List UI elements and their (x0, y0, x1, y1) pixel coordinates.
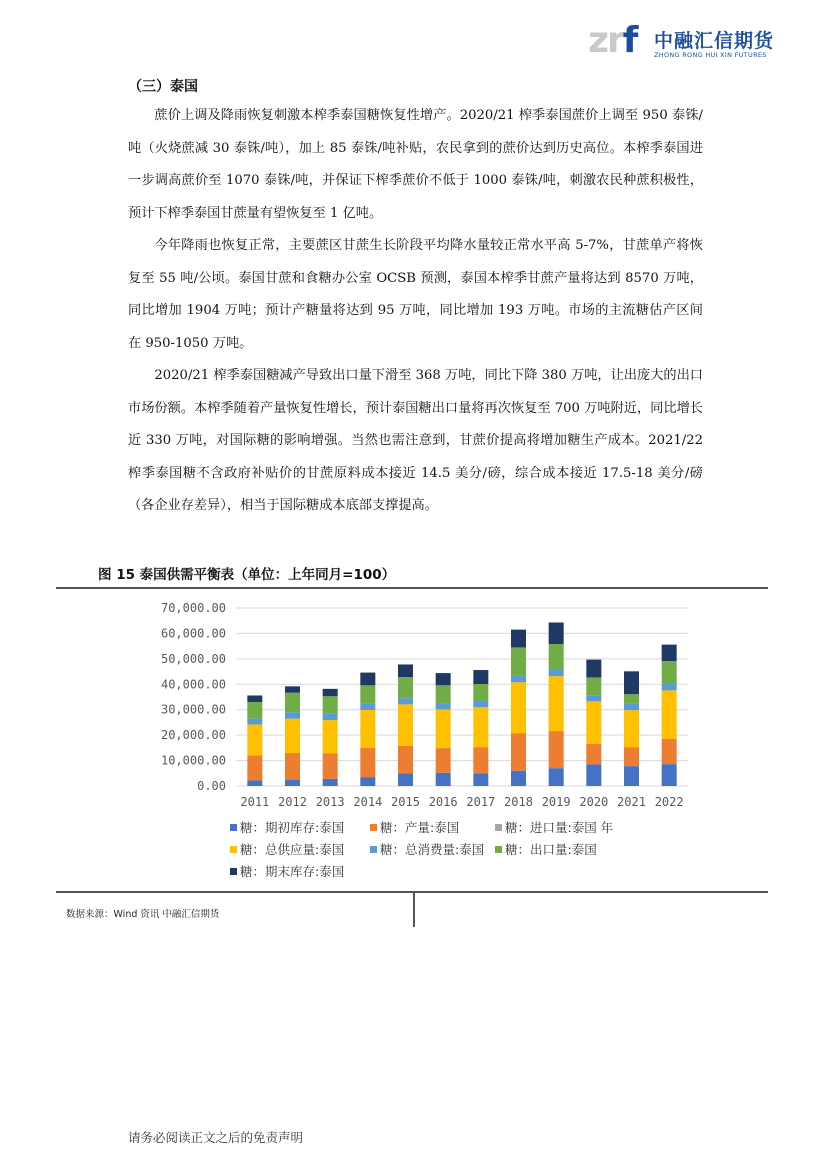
bar-segment (549, 670, 564, 677)
x-tick-label: 2014 (353, 795, 383, 809)
x-tick-label: 2015 (391, 795, 420, 809)
disclaimer-footer: 请务必阅读正文之后的免责声明 (128, 1130, 304, 1145)
paragraph-3: 2020/21 榨季泰国糖减产导致出口量下滑至 368 万吨，同比下降 380 万吨，让出庞大的出口市场份额。本榨季随着产量恢复性增长，预计泰国糖出口量将再次恢复至 700 万吨附近，同比增长近 330 万吨，对国际糖的影响增强。当然也需注意到，甘蔗价提高将增加糖生产成本。2021/22 榨季泰国糖不含政府补贴价的甘蔗原料成本接近 14.5 美分/磅，综合成本接近 17.5-18 美分/磅（各企业存差异），相当于国际糖成本底部支撑提高。 (128, 368, 703, 513)
bar-segment (662, 684, 677, 690)
logo-mark: zrf (588, 20, 637, 61)
y-tick-label: 70,000.00 (160, 601, 226, 615)
bar-segment (247, 755, 262, 780)
bar-segment (285, 753, 300, 780)
bar-segment (511, 675, 526, 682)
bar-segment (549, 622, 564, 644)
bar-segment (436, 685, 451, 703)
legend-swatch (495, 846, 502, 853)
x-tick-label: 2020 (579, 795, 609, 809)
bar-segment (662, 645, 677, 662)
y-tick-label: 10,000.00 (160, 753, 226, 768)
bar-segment (511, 682, 526, 733)
data-source: 数据来源：Wind 资讯 中融汇信期货 (66, 909, 220, 920)
bar-segment (436, 709, 451, 748)
figure-bottom-rule (56, 891, 768, 893)
bar-segment (511, 647, 526, 675)
legend-item (230, 840, 344, 858)
bar-segment (511, 630, 526, 648)
figure-title: 图 15 泰国供需平衡表（单位：上年同月=100） (98, 567, 396, 583)
legend-label: 糖：总供应量:泰国 (240, 842, 345, 857)
bar-segment (473, 707, 488, 747)
bar-segment (398, 677, 413, 698)
bar-segment (323, 753, 338, 778)
x-tick-label: 2013 (315, 795, 345, 809)
stacked-bar-chart (140, 596, 700, 816)
bar-segment (473, 701, 488, 708)
bar-segment (247, 724, 262, 755)
bar-segment (323, 714, 338, 720)
bar-segment (549, 731, 564, 768)
legend-swatch (495, 824, 502, 831)
company-logo (588, 22, 778, 64)
bar-segment (473, 773, 488, 786)
bar-segment (473, 684, 488, 701)
bar-segment (662, 661, 677, 684)
bar-segment (586, 677, 601, 695)
bar-segment (398, 704, 413, 745)
bar-segment (323, 779, 338, 786)
y-tick-label: 0.00 (197, 779, 226, 793)
bar-segment (473, 670, 488, 684)
bar-segment (323, 696, 338, 714)
y-tick-label: 50,000.00 (160, 651, 226, 666)
bar-segment (586, 764, 601, 786)
bar-segment (360, 710, 375, 748)
x-tick-label: 2018 (504, 795, 533, 809)
legend-item (370, 818, 459, 836)
bar-segment (511, 771, 526, 786)
legend-item (230, 862, 344, 880)
bar-segment (436, 773, 451, 786)
bar-segment (473, 747, 488, 773)
legend-item (495, 818, 613, 836)
bar-segment (360, 685, 375, 703)
bar-segment (285, 686, 300, 692)
bar-segment (398, 746, 413, 773)
bar-segment (586, 701, 601, 744)
bar-segment (360, 703, 375, 710)
bar-segment (323, 720, 338, 753)
x-tick-label: 2011 (240, 795, 270, 809)
bar-segment (624, 710, 639, 747)
bar-segment (285, 712, 300, 718)
legend-swatch (370, 824, 377, 831)
bar-segment (247, 702, 262, 719)
legend-item (230, 818, 344, 836)
legend-label: 糖：总消费量:泰国 (380, 842, 485, 857)
legend-label: 糖：期末库存:泰国 (240, 864, 345, 879)
bar-segment (511, 733, 526, 771)
bar-segment (624, 704, 639, 711)
bar-segment (398, 698, 413, 704)
bar-segment (285, 693, 300, 713)
legend-label: 糖：产量:泰国 (380, 820, 460, 835)
bar-segment (247, 780, 262, 786)
bar-segment (360, 748, 375, 777)
legend-label: 糖：出口量:泰国 (505, 842, 597, 857)
paragraph-2: 今年降雨也恢复正常，主要蔗区甘蔗生长阶段平均降水量较正常水平高 5-7%，甘蔗单产将恢复至 55 吨/公顷。泰国甘蔗和食糖办公室 OCSB 预测，泰国本榨季甘蔗产量将达到 8570 万吨，同比增加 1904 万吨；预计产糖量将达到 95 万吨，同比增加 193 万吨。市场的主流糖估产区间在 950-1050 万吨。 (128, 238, 703, 351)
bar-segment (624, 671, 639, 694)
x-tick-label: 2019 (541, 795, 571, 809)
x-tick-label: 2022 (654, 795, 684, 809)
bar-segment (662, 764, 677, 786)
bar-segment (360, 673, 375, 686)
y-tick-label: 30,000.00 (160, 702, 226, 717)
bar-segment (662, 690, 677, 738)
bar-segment (247, 695, 262, 702)
legend-swatch (230, 846, 237, 853)
bar-segment (624, 694, 639, 703)
bar-segment (624, 766, 639, 786)
legend-item (495, 840, 597, 858)
figure-top-rule (56, 587, 768, 589)
x-tick-label: 2012 (278, 795, 307, 809)
x-tick-label: 2017 (466, 795, 496, 809)
bar-segment (586, 660, 601, 678)
y-tick-label: 40,000.00 (160, 677, 226, 692)
bar-segment (247, 719, 262, 725)
bar-segment (436, 703, 451, 709)
bar-segment (360, 777, 375, 786)
table-divider (413, 893, 415, 927)
x-tick-label: 2016 (428, 795, 458, 809)
bar-segment (549, 676, 564, 731)
legend-label: 糖：进口量:泰国 年 (505, 820, 614, 835)
bar-segment (323, 689, 338, 696)
y-tick-label: 20,000.00 (160, 728, 226, 743)
bar-segment (586, 695, 601, 701)
bar-segment (549, 644, 564, 669)
legend-label: 糖：期初库存:泰国 (240, 820, 345, 835)
bar-segment (549, 768, 564, 786)
section-title: （三）泰国 (128, 79, 198, 95)
bar-segment (586, 744, 601, 764)
bar-segment (436, 748, 451, 773)
logo-company-name-en: ZHONG RONG HUI XIN FUTURES (654, 51, 767, 59)
bar-segment (624, 747, 639, 766)
legend-swatch (370, 846, 377, 853)
legend-swatch (230, 824, 237, 831)
paragraph-1: 蔗价上调及降雨恢复刺激本榨季泰国糖恢复性增产。2020/21 榨季泰国蔗价上调至 950 泰铢/吨（火烧蔗减 30 泰铢/吨），加上 85 泰铢/吨补贴，农民拿到的蔗价达到历史高位。本榨季泰国进一步调高蔗价至 1070 泰铢/吨，并保证下榨季蔗价不低于 1000 泰铢/吨，刺激农民种蔗积极性，预计下榨季泰国甘蔗量有望恢复至 1 亿吨。 (128, 108, 703, 221)
legend-item (370, 840, 484, 858)
bar-segment (285, 780, 300, 786)
logo-company-name: 中融汇信期货 (654, 30, 775, 52)
bar-segment (436, 673, 451, 685)
bar-segment (285, 719, 300, 753)
bar-segment (662, 739, 677, 764)
y-tick-label: 60,000.00 (160, 626, 226, 641)
bar-segment (398, 773, 413, 786)
bar-segment (398, 664, 413, 677)
x-tick-label: 2021 (617, 795, 646, 809)
legend-swatch (230, 868, 237, 875)
